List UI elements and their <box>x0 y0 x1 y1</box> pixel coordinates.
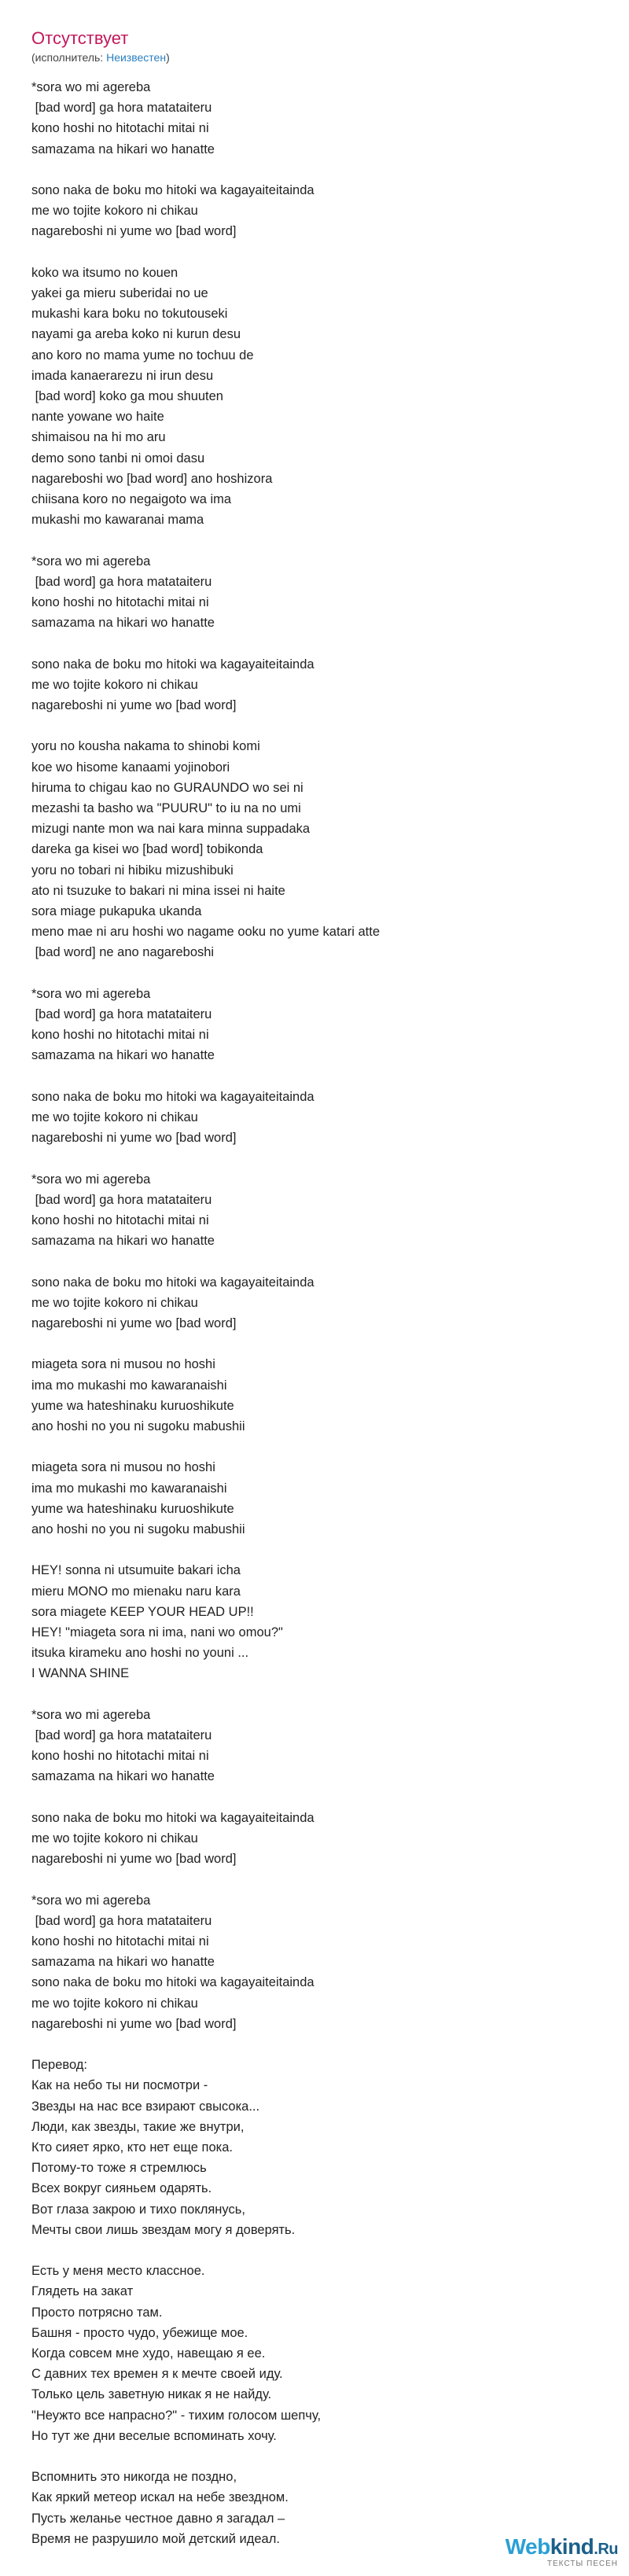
lyric-line: *sora wo mi agereba <box>31 80 151 94</box>
lyric-line: ima mo mukashi mo kawaranaishi <box>31 1378 227 1393</box>
lyric-line: samazama na hikari wo hanatte <box>31 1234 215 1249</box>
logo-tagline: ТЕКСТЫ ПЕСЕН <box>546 2559 618 2568</box>
stanza-break <box>31 2240 605 2261</box>
lyric-line: [bad word] ga hora matataiteru <box>31 574 212 589</box>
lyric-line: mukashi mo kawaranai mama <box>31 513 204 528</box>
artist-suffix: ) <box>166 51 170 64</box>
lyric-line: [bad word] ga hora matataiteru <box>31 1192 212 1207</box>
lyric-line: *sora wo mi agereba <box>31 1893 151 1908</box>
lyric-line: miageta sora ni musou no hoshi <box>31 1460 215 1475</box>
lyric-line: Всех вокруг сияньем одарять. <box>31 2181 212 2196</box>
lyric-line: yoru no tobari ni hibiku mizushibuki <box>31 863 234 878</box>
lyric-line: imada kanaerarezu ni irun desu <box>31 368 214 383</box>
stanza-break <box>31 2034 605 2055</box>
lyric-line: sora miage pukapuka ukanda <box>31 904 202 919</box>
stanza-break <box>31 716 605 736</box>
lyric-line: me wo tojite kokoro ni chikau <box>31 1996 198 2011</box>
lyric-line: Но тут же дни веселые вспоминать хочу. <box>31 2428 277 2443</box>
lyric-line: ima mo mukashi mo kawaranaishi <box>31 1481 227 1496</box>
lyric-line: [bad word] koko ga mou shuuten <box>31 389 223 404</box>
lyric-line: me wo tojite kokoro ni chikau <box>31 1295 198 1310</box>
lyric-line: HEY! sonna ni utsumuite bakari icha <box>31 1563 241 1578</box>
lyric-line: С давних тех времен я к мечте своей иду. <box>31 2367 283 2382</box>
lyric-line: kono hoshi no hitotachi mitai ni <box>31 595 209 610</box>
lyric-line: sono naka de boku mo hitoki wa kagayaiteitainda <box>31 657 314 672</box>
lyric-line: *sora wo mi agereba <box>31 1707 151 1722</box>
lyric-line: nagareboshi ni yume wo [bad word] <box>31 1316 237 1331</box>
lyric-line: kono hoshi no hitotachi mitai ni <box>31 1749 209 1764</box>
lyric-line: samazama na hikari wo hanatte <box>31 616 215 631</box>
lyric-line: sono naka de boku mo hitoki wa kagayaiteitainda <box>31 1089 314 1104</box>
lyric-line: miageta sora ni musou no hoshi <box>31 1357 215 1372</box>
lyric-line: sono naka de boku mo hitoki wa kagayaiteitainda <box>31 1275 314 1290</box>
lyric-line: kono hoshi no hitotachi mitai ni <box>31 121 209 136</box>
lyric-line: Вспомнить это никогда не поздно, <box>31 2470 237 2485</box>
lyric-line: yume wa hateshinaku kuruoshikute <box>31 1501 234 1516</box>
lyric-line: mieru MONO mo mienaku naru kara <box>31 1584 241 1599</box>
lyric-line: sono naka de boku mo hitoki wa kagayaiteitainda <box>31 1975 314 1990</box>
lyric-line: Пусть желанье честное давно я загадал – <box>31 2511 285 2526</box>
lyric-line: hiruma to chigau kao no GURAUNDO wo sei ni <box>31 780 303 795</box>
lyric-line: Кто сияет ярко, кто нет еще пока. <box>31 2140 233 2155</box>
lyric-line: meno mae ni aru hoshi wo nagame ooku no yume katari atte <box>31 925 381 940</box>
lyric-line: nayami ga areba koko ni kurun desu <box>31 327 241 342</box>
lyric-line: sono naka de boku mo hitoki wa kagayaiteitainda <box>31 183 314 197</box>
artist-link[interactable]: Неизвестен <box>106 51 167 64</box>
lyric-line: shimaisou na hi mo aru <box>31 430 166 445</box>
stanza-break <box>31 1334 605 1354</box>
lyric-line: yoru no kousha nakama to shinobi komi <box>31 739 260 754</box>
lyric-line: mizugi nante mon wa nai kara minna suppadaka <box>31 822 311 837</box>
lyric-line: Просто потрясно там. <box>31 2305 163 2320</box>
lyric-line: [bad word] ga hora matataiteru <box>31 1728 212 1743</box>
lyric-line: mukashi kara boku no tokutouseki <box>31 307 228 322</box>
lyric-line: [bad word] ne ano nagareboshi <box>31 945 215 960</box>
lyric-line: kono hoshi no hitotachi mitai ni <box>31 1934 209 1949</box>
stanza-break <box>31 1684 605 1705</box>
logo-part-ru: .Ru <box>594 2541 618 2558</box>
stanza-break <box>31 1787 605 1808</box>
lyric-line: ano hoshi no you ni sugoku mabushii <box>31 1522 245 1537</box>
lyrics-body <box>31 77 605 2549</box>
lyric-line: samazama na hikari wo hanatte <box>31 142 215 156</box>
lyric-line: Люди, как звезды, такие же внутри, <box>31 2119 245 2134</box>
logo-wordmark <box>506 2535 618 2561</box>
lyric-line: HEY! "miageta sora ni ima, nani wo omou?" <box>31 1625 283 1640</box>
lyric-line: me wo tojite kokoro ni chikau <box>31 204 198 219</box>
lyric-line: nagareboshi ni yume wo [bad word] <box>31 2016 237 2031</box>
lyric-line: itsuka kirameku ano hoshi no youni ... <box>31 1646 249 1661</box>
lyric-line: mezashi ta basho wa "PUURU" to iu na no umi <box>31 801 301 816</box>
lyric-line: Когда совсем мне худо, навещаю я ее. <box>31 2346 266 2361</box>
artist-line <box>31 50 605 64</box>
lyric-line: demo sono tanbi ni omoi dasu <box>31 451 205 466</box>
lyric-line: Только цель заветную никак я не найду. <box>31 2387 272 2402</box>
lyric-line: nagareboshi wo [bad word] ano hoshizora <box>31 471 273 486</box>
lyric-line: me wo tojite kokoro ni chikau <box>31 677 198 692</box>
lyric-line: samazama na hikari wo hanatte <box>31 1769 215 1784</box>
lyric-line: me wo tojite kokoro ni chikau <box>31 1110 198 1125</box>
stanza-break <box>31 1437 605 1457</box>
stanza-break <box>31 1066 605 1087</box>
lyric-line: Время не разрушило мой детский идеал. <box>31 2531 280 2546</box>
lyric-line: [bad word] ga hora matataiteru <box>31 1913 212 1928</box>
logo-part-web: Web <box>505 2534 550 2559</box>
lyric-line: ano koro no mama yume no tochuu de <box>31 348 254 362</box>
lyric-line: Как яркий метеор искал на небе звездном. <box>31 2490 289 2505</box>
stanza-break <box>31 1869 605 1890</box>
lyric-line: nante yowane wo haite <box>31 410 164 425</box>
lyric-line: [bad word] ga hora matataiteru <box>31 101 212 116</box>
stanza-break <box>31 530 605 550</box>
lyric-line: Перевод: <box>31 2058 87 2073</box>
stanza-break <box>31 160 605 180</box>
lyric-line: ano hoshi no you ni sugoku mabushii <box>31 1419 245 1434</box>
lyric-line: koe wo hisome kanaami yojinobori <box>31 760 230 775</box>
lyric-line: samazama na hikari wo hanatte <box>31 1048 215 1063</box>
stanza-break <box>31 2446 605 2467</box>
lyric-line: me wo tojite kokoro ni chikau <box>31 1831 198 1846</box>
lyric-line: Вот глаза закрою и тихо поклянусь, <box>31 2202 245 2217</box>
lyric-line: yume wa hateshinaku kuruoshikute <box>31 1398 234 1413</box>
lyric-line: *sora wo mi agereba <box>31 554 151 569</box>
webkind-logo[interactable] <box>506 2535 618 2568</box>
lyric-line: Как на небо ты ни посмотри - <box>31 2078 208 2093</box>
lyric-line: I WANNA SHINE <box>31 1666 130 1681</box>
lyric-line: Башня - просто чудо, убежище мое. <box>31 2325 248 2340</box>
lyric-line: "Неужто все напрасно?" - тихим голосом шепчу, <box>31 2408 322 2423</box>
lyric-line: nagareboshi ni yume wo [bad word] <box>31 224 237 239</box>
page-content <box>31 0 605 2549</box>
lyric-line: sono naka de boku mo hitoki wa kagayaiteitainda <box>31 1810 314 1825</box>
lyric-line: chiisana koro no negaigoto wa ima <box>31 492 232 507</box>
lyric-line: yakei ga mieru suberidai no ue <box>31 286 208 300</box>
stanza-break <box>31 963 605 984</box>
lyric-line: *sora wo mi agereba <box>31 1172 151 1187</box>
artist-prefix: (исполнитель: <box>31 51 107 64</box>
stanza-break <box>31 1540 605 1560</box>
logo-part-kind: kind <box>550 2534 594 2559</box>
lyric-line: [bad word] ga hora matataiteru <box>31 1007 212 1022</box>
lyric-line: sora miagete KEEP YOUR HEAD UP!! <box>31 1604 254 1619</box>
lyric-line: ato ni tsuzuke to bakari ni mina issei ni haite <box>31 883 285 898</box>
stanza-break <box>31 633 605 653</box>
lyric-line: Глядеть на закат <box>31 2284 134 2299</box>
lyric-line: samazama na hikari wo hanatte <box>31 1955 215 1970</box>
stanza-break <box>31 1251 605 1271</box>
lyric-line: Есть у меня место классное. <box>31 2264 205 2279</box>
song-title: Отсутствует <box>31 28 129 48</box>
lyric-line: Мечты свои лишь звездам могу я доверять. <box>31 2222 296 2237</box>
lyric-line: Потому-то тоже я стремлюсь <box>31 2161 207 2176</box>
lyric-line: Звезды на нас все взирают свысока... <box>31 2099 260 2114</box>
lyric-line: nagareboshi ni yume wo [bad word] <box>31 1131 237 1146</box>
lyric-line: nagareboshi ni yume wo [bad word] <box>31 1852 237 1867</box>
lyric-line: kono hoshi no hitotachi mitai ni <box>31 1213 209 1228</box>
stanza-break <box>31 242 605 263</box>
lyric-line: *sora wo mi agereba <box>31 986 151 1001</box>
lyric-line: koko wa itsumo no kouen <box>31 265 178 280</box>
lyric-line: kono hoshi no hitotachi mitai ni <box>31 1028 209 1043</box>
lyric-line: dareka ga kisei wo [bad word] tobikonda <box>31 842 263 857</box>
stanza-break <box>31 1148 605 1168</box>
lyric-line: nagareboshi ni yume wo [bad word] <box>31 698 237 713</box>
